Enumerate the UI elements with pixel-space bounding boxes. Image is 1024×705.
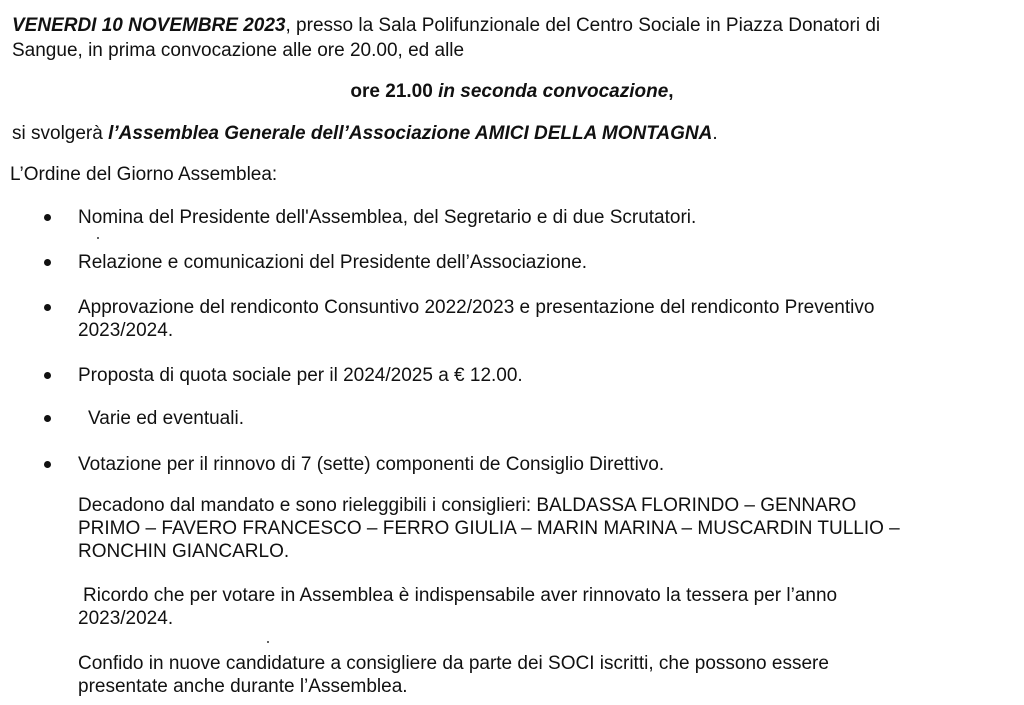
intro-line-2: Sangue, in prima convocazione alle ore 20.00, ed alle <box>12 40 465 61</box>
agenda-item-4: Proposta di quota sociale per il 2024/2025 a € 12.00. <box>78 365 523 386</box>
expiring-councillors-line-1: Decadono dal mandato e sono rieleggibili i consiglieri: BALDASSA FLORINDO – GENNARO <box>78 495 857 516</box>
second-call-punct: , <box>668 81 674 102</box>
assembly-suffix: . <box>712 123 718 144</box>
agenda-item-1: Nomina del Presidente dell'Assemblea, del Segretario e di due Scrutatori. <box>78 207 697 228</box>
bullet-icon <box>44 372 51 379</box>
expiring-councillors-line-3: RONCHIN GIANCARLO. <box>78 541 290 562</box>
intro-line-1 <box>12 14 1014 37</box>
bullet-icon <box>44 461 51 468</box>
assembly-statement <box>12 122 718 145</box>
assembly-name: l’Assemblea Generale dell’Associazione AMICI DELLA MONTAGNA <box>108 123 713 144</box>
candidates-line-2: presentate anche durante l’Assemblea. <box>78 676 408 697</box>
second-call-line <box>0 80 1024 103</box>
bullet-icon <box>44 259 51 266</box>
membership-reminder-line-2: 2023/2024. <box>78 608 174 629</box>
candidates-line-1: Confido in nuove candidature a consigliere da parte dei SOCI iscritti, che possono essere <box>78 653 829 674</box>
bullet-icon <box>44 214 51 221</box>
second-call-label: in seconda convocazione <box>438 81 669 102</box>
agenda-heading: L’Ordine del Giorno Assemblea: <box>10 164 278 185</box>
second-call-time: ore 21.00 <box>350 81 433 102</box>
scan-speck <box>267 641 269 643</box>
agenda-item-6: Votazione per il rinnovo di 7 (sette) componenti de Consiglio Direttivo. <box>78 454 665 475</box>
scan-speck <box>97 237 99 239</box>
agenda-item-2: Relazione e comunicazioni del Presidente dell’Associazione. <box>78 252 588 273</box>
agenda-item-5: Varie ed eventuali. <box>88 408 244 429</box>
agenda-item-3-line-1: Approvazione del rendiconto Consuntivo 2022/2023 e presentazione del rendiconto Preventivo <box>78 297 875 318</box>
bullet-icon <box>44 304 51 311</box>
agenda-item-3-line-2: 2023/2024. <box>78 320 174 341</box>
expiring-councillors-line-2: PRIMO – FAVERO FRANCESCO – FERRO GIULIA – MARIN MARINA – MUSCARDIN TULLIO – <box>78 518 900 539</box>
membership-reminder-line-1: Ricordo che per votare in Assemblea è indispensabile aver rinnovato la tessera per l’anno <box>83 585 838 606</box>
intro-venue-text: , presso la Sala Polifunzionale del Centro Sociale in Piazza Donatori di <box>285 15 881 36</box>
bullet-icon <box>44 415 51 422</box>
meeting-date: VENERDI 10 NOVEMBRE 2023 <box>12 15 286 36</box>
assembly-prefix: si svolgerà <box>12 123 109 144</box>
